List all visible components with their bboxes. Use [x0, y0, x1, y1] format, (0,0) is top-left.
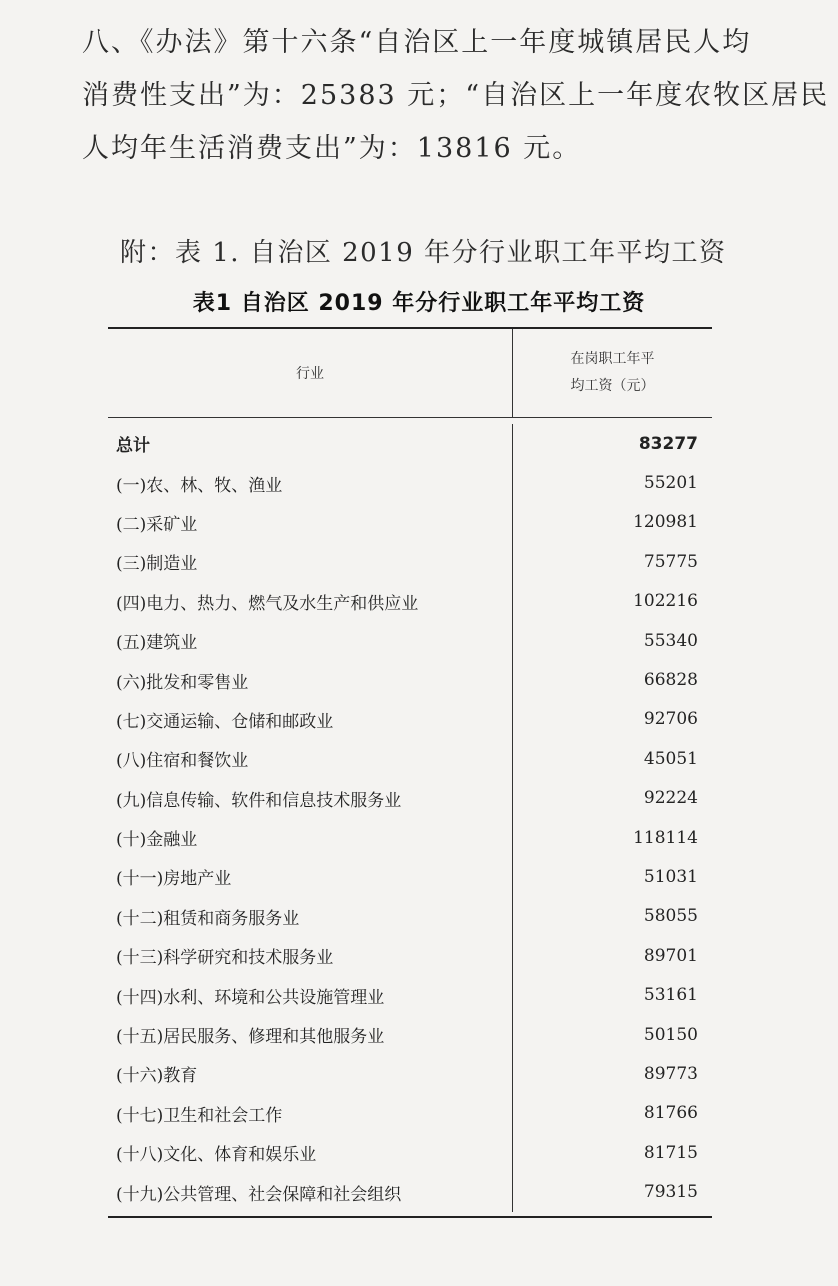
- industry-name: 总计: [116, 436, 150, 457]
- wage-value: 89701: [643, 945, 698, 966]
- industry-name: (十六)教育: [116, 1066, 198, 1087]
- industry-name: (十七)卫生和社会工作: [116, 1105, 283, 1126]
- table-row: [108, 1133, 712, 1172]
- table-row: [108, 1015, 712, 1054]
- industry-name: (八)住宿和餐饮业: [116, 751, 249, 772]
- wage-value: 45051: [643, 748, 698, 769]
- wage-value: 53161: [643, 985, 698, 1006]
- table-row: [108, 857, 712, 896]
- wage-value: 83277: [638, 433, 698, 454]
- table-row: [108, 503, 712, 542]
- industry-name: (十一)房地产业: [116, 869, 232, 890]
- table-row: [108, 660, 712, 699]
- industry-name: (一)农、林、牧、渔业: [116, 475, 283, 496]
- table-row: [108, 975, 712, 1014]
- wage-value: 55340: [643, 630, 698, 651]
- table-row: [108, 582, 712, 621]
- industry-name: (十八)文化、体育和娱乐业: [116, 1145, 317, 1166]
- header-wage: [512, 329, 712, 417]
- paragraph-line: 人均年生活消费支出”为：13816 元。: [82, 133, 582, 164]
- table-header: [108, 329, 712, 418]
- industry-name: (十五)居民服务、修理和其他服务业: [116, 1027, 385, 1048]
- table-row: [108, 897, 712, 936]
- wage-value: 51031: [643, 866, 698, 887]
- industry-name: (十)金融业: [116, 830, 198, 851]
- wage-value: 92706: [643, 709, 698, 730]
- table-row-total: [108, 424, 712, 463]
- paragraph-line: 八、《办法》第十六条“自治区上一年度城镇居民人均: [82, 27, 752, 58]
- industry-name: (二)采矿业: [116, 514, 198, 535]
- wage-value: 79315: [643, 1182, 698, 1203]
- table-row: [108, 739, 712, 778]
- wage-value: 81715: [643, 1142, 698, 1163]
- table-row: [108, 621, 712, 660]
- table-body: [108, 418, 712, 1216]
- table-row: [108, 1172, 712, 1211]
- wage-value: 92224: [643, 788, 698, 809]
- industry-name: (十二)租赁和商务服务业: [116, 908, 300, 929]
- wage-value: 118114: [633, 827, 698, 848]
- industry-name: (十九)公共管理、社会保障和社会组织: [116, 1184, 402, 1205]
- wage-value: 81766: [643, 1103, 698, 1124]
- paragraph-line: 消费性支出”为：25383 元；“自治区上一年度农牧区居民: [82, 80, 830, 111]
- industry-name: (五)建筑业: [116, 633, 198, 654]
- table-row: [108, 1094, 712, 1133]
- header-wage-line: 均工资（元）: [570, 378, 655, 394]
- wage-value: 89773: [643, 1063, 698, 1084]
- industry-name: (三)制造业: [116, 554, 198, 575]
- header-wage-line: 在岗职工年平: [570, 351, 655, 367]
- table-row: [108, 818, 712, 857]
- table-row: [108, 463, 712, 502]
- wage-value: 50150: [643, 1024, 698, 1045]
- regulation-paragraph: [82, 16, 830, 175]
- appendix-heading: 附：表 1. 自治区 2019 年分行业职工年平均工资: [120, 238, 727, 268]
- table-row: [108, 936, 712, 975]
- wage-value: 75775: [643, 551, 698, 572]
- table-title: 表1 自治区 2019 年分行业职工年平均工资: [192, 291, 646, 316]
- industry-name: (十三)科学研究和技术服务业: [116, 948, 334, 969]
- wage-value: 102216: [633, 591, 698, 612]
- industry-name: (九)信息传输、软件和信息技术服务业: [116, 790, 402, 811]
- wage-table: [108, 327, 712, 1218]
- industry-name: (四)电力、热力、燃气及水生产和供应业: [116, 593, 419, 614]
- wage-value: 55201: [643, 473, 698, 494]
- industry-name: (十四)水利、环境和公共设施管理业: [116, 987, 385, 1008]
- industry-name: (七)交通运输、仓储和邮政业: [116, 711, 334, 732]
- table-row: [108, 779, 712, 818]
- table-row: [108, 700, 712, 739]
- table-row: [108, 1054, 712, 1093]
- wage-value: 58055: [643, 906, 698, 927]
- industry-name: (六)批发和零售业: [116, 672, 249, 693]
- header-industry: 行业: [296, 366, 324, 382]
- wage-value: 66828: [643, 670, 698, 691]
- table-row: [108, 542, 712, 581]
- wage-value: 120981: [633, 512, 698, 533]
